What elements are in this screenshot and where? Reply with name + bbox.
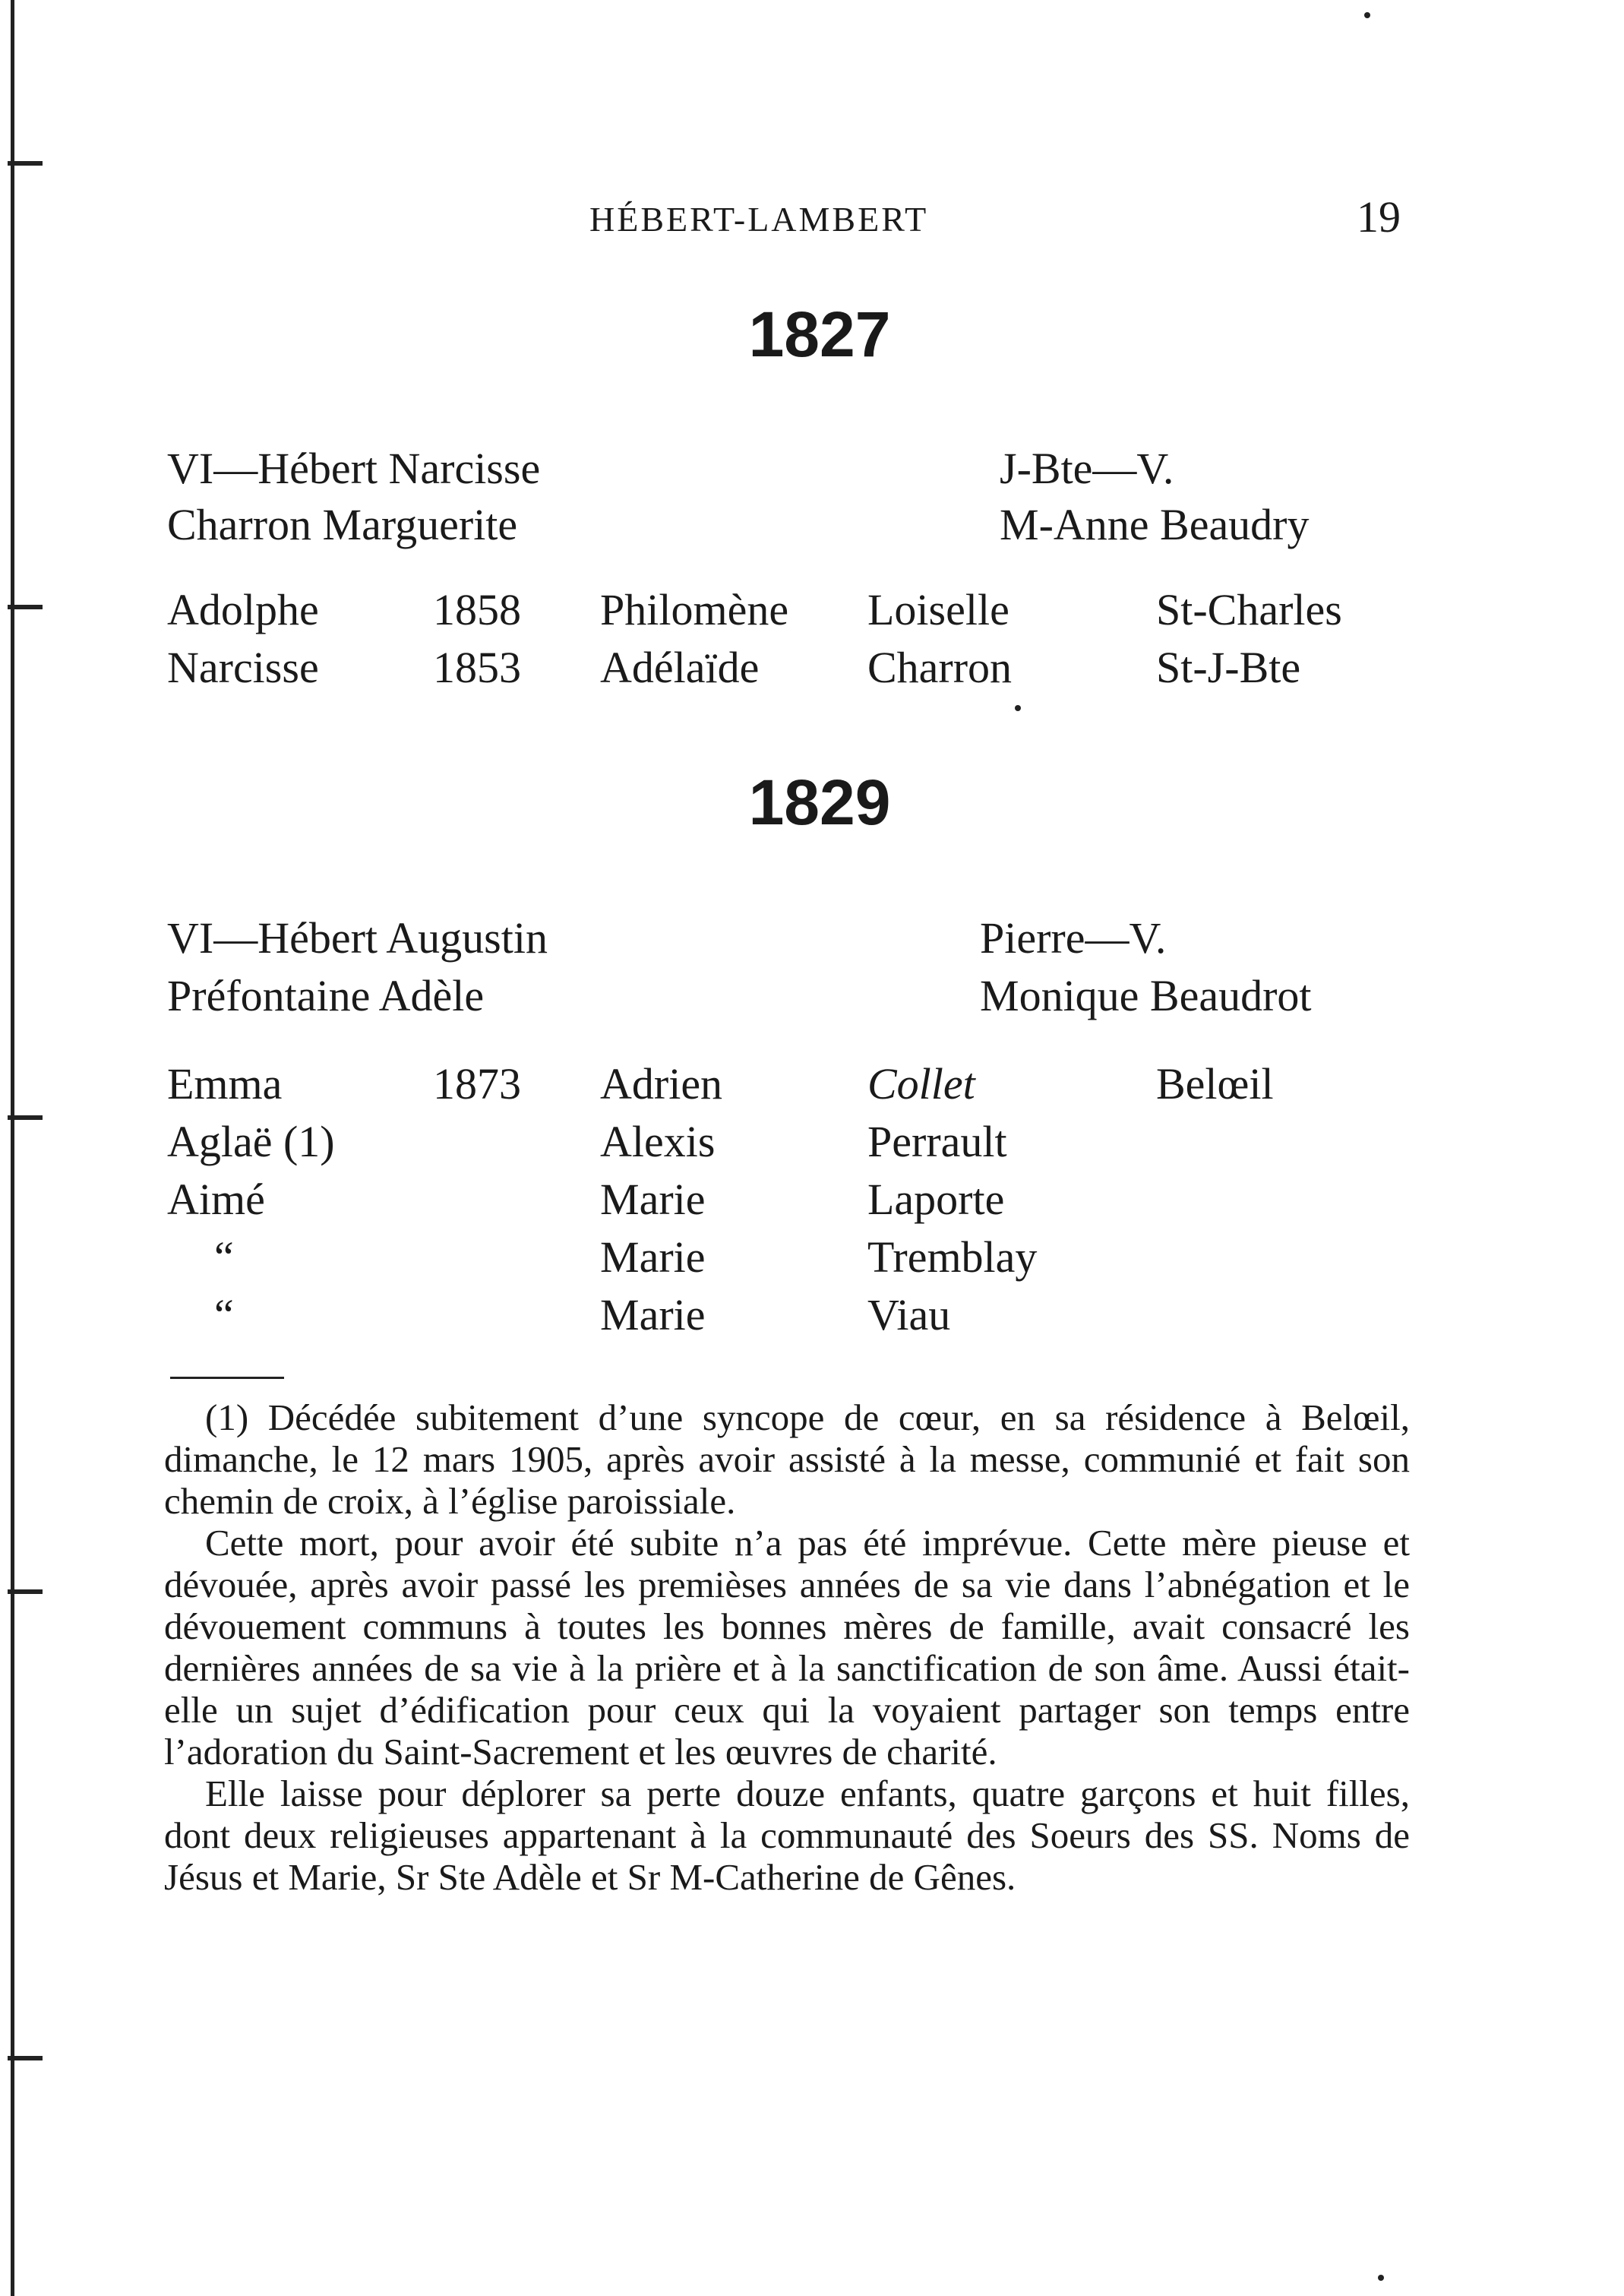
spouse-first-name: Marie [600,1175,706,1224]
entry-year: 1829 [748,767,891,838]
child-name: Emma [167,1059,283,1108]
stray-mark [1378,2275,1384,2281]
child-name: Aimé [167,1175,265,1224]
child-name: Adolphe [167,585,319,634]
spouse-last-name: Laporte [867,1175,1005,1224]
binding-mark [8,1589,43,1594]
wife-name: Charron Marguerite [167,500,518,549]
child-name: Aglaë (1) [167,1117,335,1166]
spouse-last-name: Loiselle [867,585,1009,634]
ditto-mark: “ [214,1290,234,1339]
marriage-year: 1853 [433,643,521,692]
running-head: HÉBERT-LAMBERT [589,200,929,239]
page-number: 19 [1357,192,1401,242]
parish: Belœil [1156,1059,1274,1108]
stray-mark [1015,705,1021,711]
spouse-first-name: Philomène [600,585,789,634]
spouse-first-name: Alexis [600,1117,716,1166]
spouse-first-name: Marie [600,1232,706,1282]
spouse-first-name: Adrien [600,1059,723,1108]
spouse-last-name: Viau [867,1290,951,1339]
marriage-year: 1858 [433,585,521,634]
wife-parents: Monique Beaudrot [980,971,1312,1020]
binding-mark [8,605,43,609]
footnote-paragraph: (1) Décédée subitement d’une syncope de cœur, en sa résidence à Belœil, dimanche, le 12 mars 1905, après avoir assisté à la messe, communié et fait son chemin de croix, à l’église paroissiale. [164,1396,1410,1522]
spouse-last-name: Perrault [867,1117,1007,1166]
footnote-rule [170,1377,284,1379]
wife-parents: M-Anne Beaudry [1000,500,1310,549]
spouse-first-name: Marie [600,1290,706,1339]
footnote-paragraph: Cette mort, pour avoir été subite n’a pas été imprévue. Cette mère pieuse et dévouée, après avoir passé les premièses années de sa vie dans l’abnégation et le dévouement communs à toutes les bonnes mères de famille, avait consacré les dernières années de sa vie à la prière et à la sanctification de son âme. Aussi était-elle un sujet d’édification pour ceux qui la voyaient partager son temps entre l’adoration du Saint-Sacrement et les œuvres de charité. [164,1522,1410,1773]
footnote-paragraph: Elle laisse pour déplorer sa perte douze enfants, quatre garçons et huit filles, dont deux religieuses appartenant à la communauté des Soeurs des SS. Noms de Jésus et Marie, Sr Ste Adèle et Sr M-Catherine de Gênes. [164,1773,1410,1898]
marriage-year: 1873 [433,1059,521,1108]
binding-mark [8,161,43,166]
spouse-last-name: Tremblay [867,1232,1038,1282]
binding-mark [8,2056,43,2060]
parish: St-J-Bte [1156,643,1301,692]
stray-mark [1364,12,1370,18]
spouse-last-name: Charron [867,643,1013,692]
wife-name: Préfontaine Adèle [167,971,485,1020]
entry-year: 1827 [748,299,891,370]
binding-mark [8,1115,43,1120]
husband-name: VI—Hébert Augustin [167,913,548,963]
footnote [164,1396,1410,1898]
spouse-first-name: Adélaïde [600,643,760,692]
husband-parents: J-Bte—V. [1000,444,1174,493]
husband-name: VI—Hébert Narcisse [167,444,541,493]
ditto-mark: “ [214,1232,234,1282]
husband-parents: Pierre—V. [980,913,1167,963]
child-name: Narcisse [167,643,319,692]
spouse-last-name: Collet [867,1059,975,1108]
parish: St-Charles [1156,585,1342,634]
